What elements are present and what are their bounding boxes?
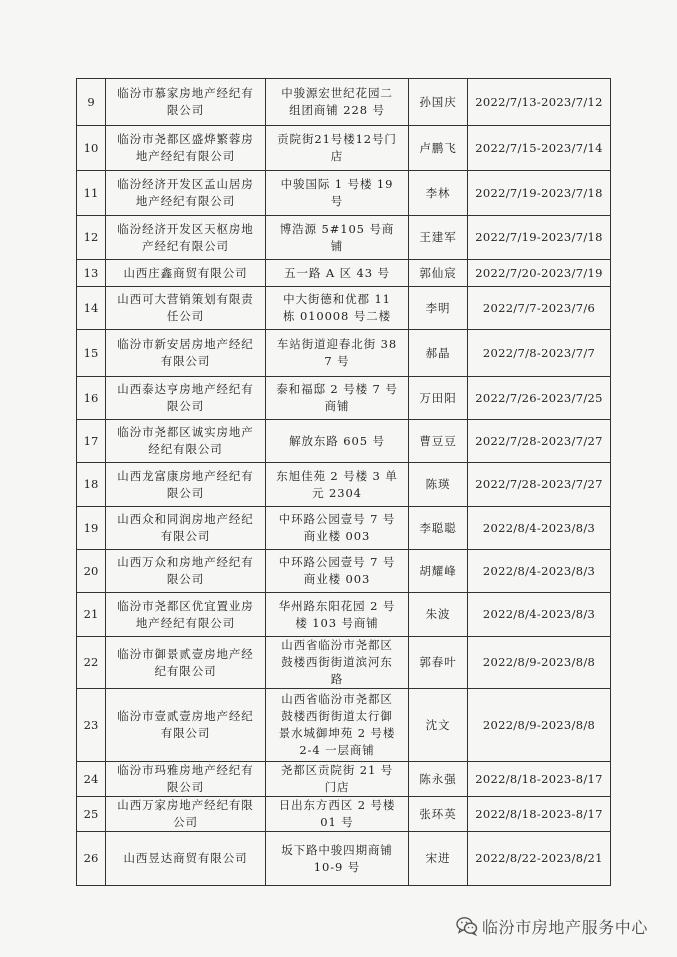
validity-period: 2022/7/13-2023/7/12: [468, 79, 611, 126]
table-row: [77, 832, 611, 886]
company-name: 山西众和同润房地产经纪有限公司: [106, 507, 266, 550]
contact-person: 郝晶: [409, 330, 468, 377]
validity-period: 2022/8/22-2023/8/21: [468, 832, 611, 886]
contact-person: 李林: [409, 171, 468, 216]
row-number: 19: [77, 507, 106, 550]
store-address: 五一路 A 区 43 号: [266, 260, 409, 287]
row-number: 10: [77, 126, 106, 171]
contact-person: 沈文: [409, 689, 468, 762]
wechat-icon: [456, 916, 478, 936]
row-number: 23: [77, 689, 106, 762]
row-number: 21: [77, 593, 106, 637]
validity-period: 2022/7/26-2023/7/25: [468, 377, 611, 420]
row-number: 24: [77, 762, 106, 797]
row-number: 16: [77, 377, 106, 420]
contact-person: 万田阳: [409, 377, 468, 420]
contact-person: 陈永强: [409, 762, 468, 797]
contact-person: 曹豆豆: [409, 420, 468, 463]
store-address: 坂下路中骏四期商铺 10-9 号: [266, 832, 409, 886]
table-row: [77, 507, 611, 550]
store-address: 中骏源宏世纪花园二组团商铺 228 号: [266, 79, 409, 126]
contact-person: 陈瑛: [409, 463, 468, 507]
table-row: [77, 171, 611, 216]
validity-period: 2022/7/19-2023/7/18: [468, 171, 611, 216]
contact-person: 李聪聪: [409, 507, 468, 550]
validity-period: 2022/8/4-2023/8/3: [468, 550, 611, 593]
table-row: [77, 762, 611, 797]
store-address: 解放东路 605 号: [266, 420, 409, 463]
validity-period: 2022/8/9-2023/8/8: [468, 689, 611, 762]
contact-person: 李明: [409, 287, 468, 330]
table-row: [77, 689, 611, 762]
company-name: 临汾市尧都区盛烨繁蓉房地产经纪有限公司: [106, 126, 266, 171]
table-row: [77, 550, 611, 593]
company-name: 山西昱达商贸有限公司: [106, 832, 266, 886]
table-row: [77, 216, 611, 260]
row-number: 14: [77, 287, 106, 330]
store-address: 华州路东阳花园 2 号楼 103 号商铺: [266, 593, 409, 637]
company-name: 山西可大营销策划有限责任公司: [106, 287, 266, 330]
company-name: 临汾市御景贰壹房地产经纪有限公司: [106, 637, 266, 689]
row-number: 26: [77, 832, 106, 886]
store-address: 车站街道迎春北街 387 号: [266, 330, 409, 377]
store-address: 山西省临汾市尧都区鼓楼西街街道太行御景水城御坤苑 2 号楼 2-4 一层商铺: [266, 689, 409, 762]
validity-period: 2022/8/18-2023-8/17: [468, 762, 611, 797]
validity-period: 2022/8/18-2023-8/17: [468, 797, 611, 832]
validity-period: 2022/7/8-2023/7/7: [468, 330, 611, 377]
table-row: [77, 593, 611, 637]
table-row: [77, 79, 611, 126]
watermark-text: 临汾市房地产服务中心: [482, 917, 649, 937]
contact-person: 王建军: [409, 216, 468, 260]
row-number: 20: [77, 550, 106, 593]
validity-period: 2022/7/28-2023/7/27: [468, 463, 611, 507]
contact-person: 郭春叶: [409, 637, 468, 689]
store-address: 中大街德和优郡 11 栋 010008 号二楼: [266, 287, 409, 330]
company-name: 临汾市尧都区诚实房地产经纪有限公司: [106, 420, 266, 463]
company-name: 山西万众和房地产经纪有限公司: [106, 550, 266, 593]
company-name: 山西庄鑫商贸有限公司: [106, 260, 266, 287]
row-number: 22: [77, 637, 106, 689]
validity-period: 2022/8/4-2023/8/3: [468, 507, 611, 550]
contact-person: 郭仙宸: [409, 260, 468, 287]
contact-person: 卢鹏飞: [409, 126, 468, 171]
agency-registry-table: [76, 78, 611, 886]
store-address: 山西省临汾市尧都区鼓楼西街街道滨河东路: [266, 637, 409, 689]
store-address: 中骏国际 1 号楼 19 号: [266, 171, 409, 216]
company-name: 临汾市壹贰壹房地产经纪有限公司: [106, 689, 266, 762]
store-address: 东旭佳苑 2 号楼 3 单元 2304: [266, 463, 409, 507]
contact-person: 宋进: [409, 832, 468, 886]
company-name: 临汾市慕家房地产经纪有限公司: [106, 79, 266, 126]
validity-period: 2022/7/28-2023/7/27: [468, 420, 611, 463]
contact-person: 胡耀峰: [409, 550, 468, 593]
company-name: 山西龙富康房地产经纪有限公司: [106, 463, 266, 507]
company-name: 临汾经济开发区天枢房地产经纪有限公司: [106, 216, 266, 260]
table-body: [77, 79, 611, 886]
table-row: [77, 377, 611, 420]
row-number: 12: [77, 216, 106, 260]
company-name: 临汾市新安居房地产经纪有限公司: [106, 330, 266, 377]
row-number: 17: [77, 420, 106, 463]
contact-person: 朱波: [409, 593, 468, 637]
contact-person: 张环英: [409, 797, 468, 832]
company-name: 山西万家房地产经纪有限公司: [106, 797, 266, 832]
company-name: 山西泰达亨房地产经纪有限公司: [106, 377, 266, 420]
company-name: 临汾市尧都区优宜置业房地产经纪有限公司: [106, 593, 266, 637]
table-row: [77, 797, 611, 832]
store-address: 中环路公园壹号 7 号商业楼 003: [266, 507, 409, 550]
validity-period: 2022/8/4-2023/8/3: [468, 593, 611, 637]
row-number: 11: [77, 171, 106, 216]
store-address: 博浩源 5#105 号商铺: [266, 216, 409, 260]
company-name: 临汾市玛雅房地产经纪有限公司: [106, 762, 266, 797]
row-number: 18: [77, 463, 106, 507]
store-address: 中环路公园壹号 7 号商业楼 003: [266, 550, 409, 593]
validity-period: 2022/8/9-2023/8/8: [468, 637, 611, 689]
row-number: 13: [77, 260, 106, 287]
store-address: 日出东方西区 2 号楼 01 号: [266, 797, 409, 832]
store-address: 泰和福邸 2 号楼 7 号商铺: [266, 377, 409, 420]
row-number: 15: [77, 330, 106, 377]
table-row: [77, 330, 611, 377]
table-row: [77, 260, 611, 287]
row-number: 25: [77, 797, 106, 832]
table-row: [77, 463, 611, 507]
contact-person: 孙国庆: [409, 79, 468, 126]
table-row: [77, 287, 611, 330]
validity-period: 2022/7/7-2023/7/6: [468, 287, 611, 330]
table-row: [77, 637, 611, 689]
validity-period: 2022/7/15-2023/7/14: [468, 126, 611, 171]
validity-period: 2022/7/19-2023/7/18: [468, 216, 611, 260]
watermark: [456, 913, 648, 939]
row-number: 9: [77, 79, 106, 126]
company-name: 临汾经济开发区孟山居房地产经纪有限公司: [106, 171, 266, 216]
store-address: 贡院街21号楼12号门店: [266, 126, 409, 171]
table-row: [77, 420, 611, 463]
store-address: 尧都区贡院街 21 号门店: [266, 762, 409, 797]
table-row: [77, 126, 611, 171]
validity-period: 2022/7/20-2023/7/19: [468, 260, 611, 287]
